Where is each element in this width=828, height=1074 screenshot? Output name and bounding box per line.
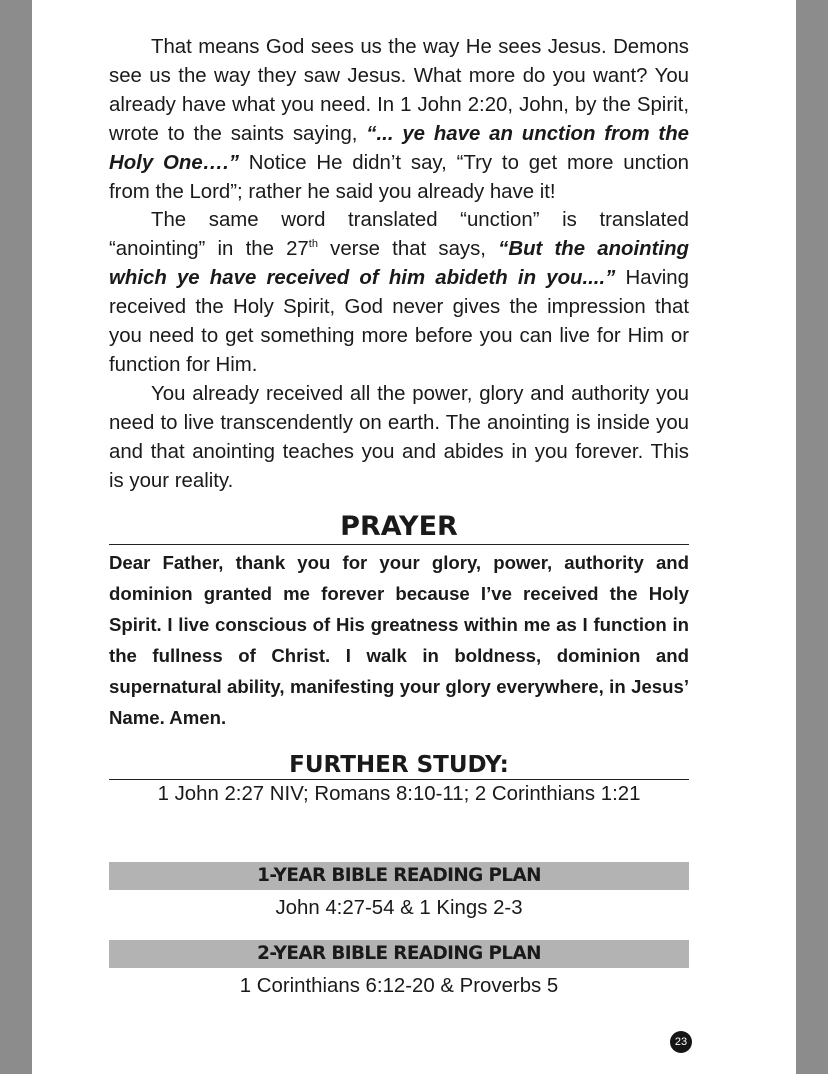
further-study-references: 1 John 2:27 NIV; Romans 8:10-11; 2 Corinthians 1:21 [157,782,641,805]
scripture-quote: “But the anointing which ye have received of him abideth in you....” [109,238,690,290]
prayer-heading: PRAYER [109,510,689,545]
paragraph-text: You already received all the power, glory and authority you need to live transcendently on earth. The anointing is inside you and that anointing teaches you and abides in you forever. This is your reality. [109,382,689,492]
page-number-badge: 23 [670,1031,692,1053]
paragraph-text: Notice He didn’t say, “Try to get more unction from the Lord”; rather he said you already have it! [109,151,689,203]
two-year-plan-heading: 2-YEAR BIBLE READING PLAN [109,940,689,968]
book-page [32,0,796,1074]
ordinal-suffix: th [308,238,318,251]
body-paragraph-3 [109,380,689,496]
paragraph-text: verse that says, [317,238,499,261]
paragraph-text: That means God sees us the way He sees Jesus. Demons see us the way they saw Jesus. What more do you want? You already have what you need. In 1 John 2:20, John, by the Spirit, wrote to the saints saying, [109,36,689,145]
further-study-heading: FURTHER STUDY: [109,751,689,780]
body-paragraph-1 [109,33,689,206]
one-year-plan-heading: 1-YEAR BIBLE READING PLAN [109,862,689,890]
one-year-plan-reading: John 4:27-54 & 1 Kings 2-3 [275,896,523,919]
body-paragraph-2 [109,206,689,379]
two-year-plan-reading: 1 Corinthians 6:12-20 & Proverbs 5 [239,974,559,997]
paragraph-text: The same word translated “unction” is translated “anointing” in the 27 [109,209,689,261]
page-content [109,33,689,1004]
paragraph-text: Having received the Holy Spirit, God never gives the impression that you need to get something more before you can live for Him or function for Him. [109,267,689,376]
scripture-quote: “... ye have an unction from the Holy One….” [109,122,689,174]
prayer-text: Dear Father, thank you for your glory, power, authority and dominion granted me forever because I’ve received the Holy Spirit. I live conscious of His greatness within me as I function in the fullness of Christ. I walk in boldness, dominion and supernatural ability, manifesting your glory everywhere, in Jesus’ Name. Amen. [109,551,689,728]
